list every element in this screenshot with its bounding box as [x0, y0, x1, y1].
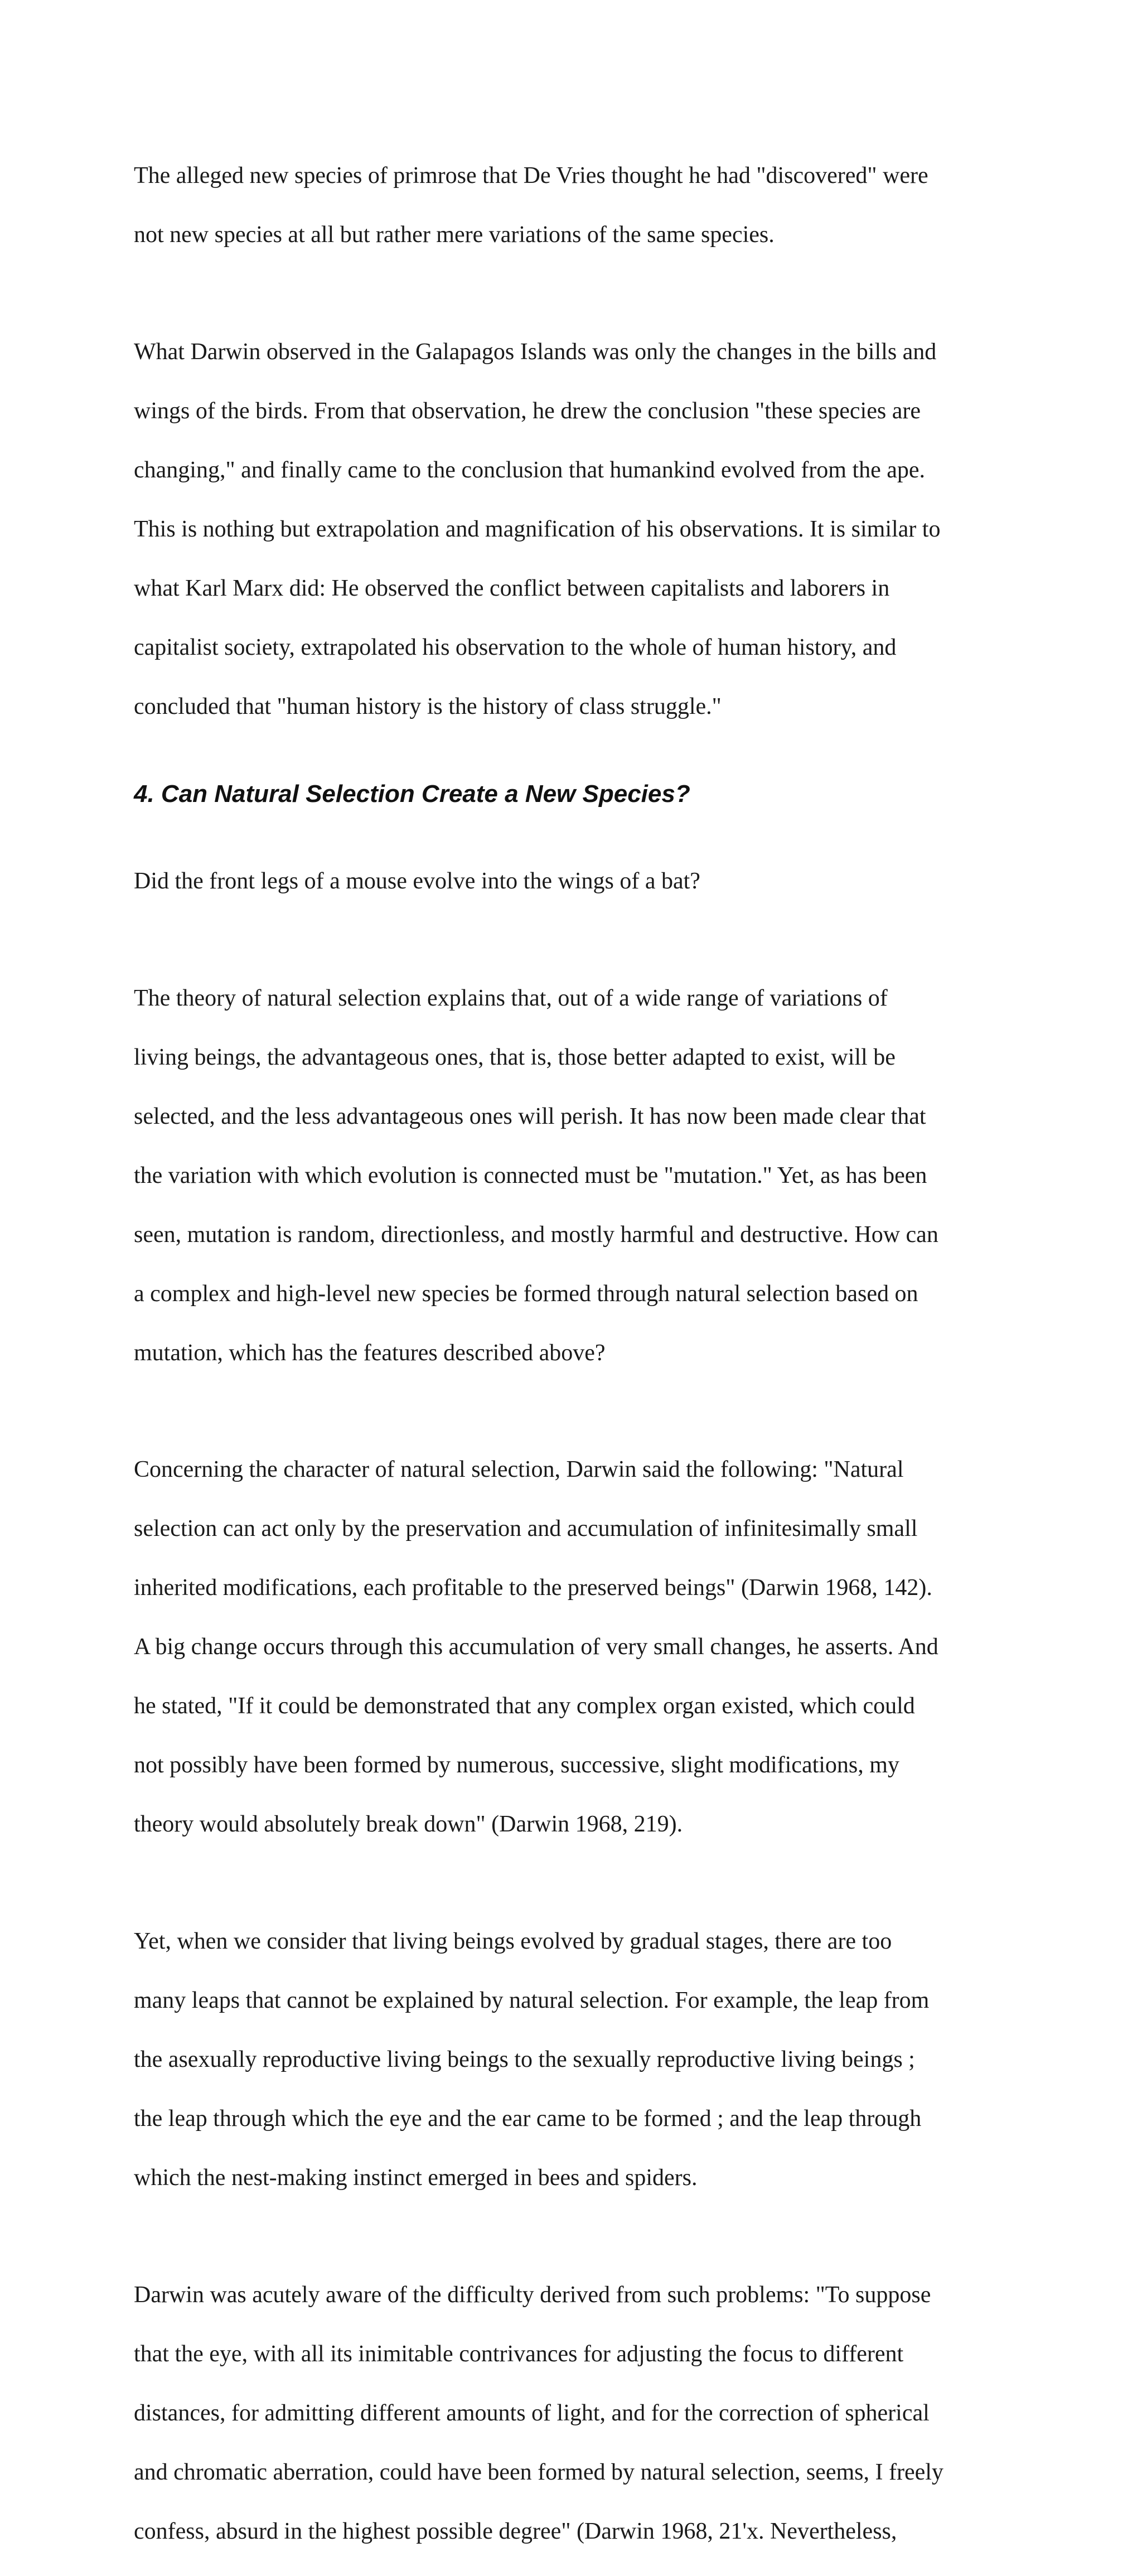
text-line: inherited modifications, each profitable to the preserved beings" (Darwin 1968, 142). [134, 1575, 932, 1601]
paragraph-darwin-eye-quote [134, 2251, 1004, 2576]
text-line: What Darwin observed in the Galapagos Islands was only the changes in the bills and [134, 339, 937, 365]
text-line: This is nothing but extrapolation and magnification of his observations. It is similar to [134, 516, 941, 542]
text-line: concluded that "human history is the history of class struggle." [134, 694, 722, 719]
text-line: Darwin was acutely aware of the difficulty derived from such problems: "To suppose [134, 2282, 931, 2308]
document-page [134, 132, 1004, 2576]
text-line: he stated, "If it could be demonstrated that any complex organ existed, which could [134, 1693, 915, 1719]
text-line: selection can act only by the preservation and accumulation of infinitesimally small [134, 1516, 918, 1541]
text-line: confess, absurd in the highest possible degree" (Darwin 1968, 21'x. Nevertheless, [134, 2519, 897, 2544]
text-line: distances, for admitting different amounts of light, and for the correction of spherical [134, 2400, 930, 2426]
text-line: mutation, which has the features described above? [134, 1340, 606, 1366]
text-line: Did the front legs of a mouse evolve into the wings of a bat? [134, 868, 700, 894]
text-line: not possibly have been formed by numerous, successive, slight modifications, my [134, 1752, 899, 1778]
text-line: and chromatic aberration, could have been formed by natural selection, seems, I freely [134, 2459, 943, 2485]
paragraph-natural-selection-theory [134, 954, 1004, 1398]
text-line: what Karl Marx did: He observed the conflict between capitalists and laborers in [134, 576, 890, 601]
text-line: living beings, the advantageous ones, that is, those better adapted to exist, will be [134, 1045, 896, 1070]
text-line: Concerning the character of natural selection, Darwin said the following: "Natural [134, 1457, 904, 1482]
text-line: Yet, when we consider that living beings evolved by gradual stages, there are too [134, 1929, 892, 1954]
text-line: the leap through which the eye and the ear came to be formed ; and the leap through [134, 2106, 922, 2132]
text-line: that the eye, with all its inimitable contrivances for adjusting the focus to different [134, 2341, 904, 2367]
text-line: selected, and the less advantageous ones will perish. It has now been made clear that [134, 1104, 926, 1129]
section-heading: 4. Can Natural Selection Create a New Species? [134, 780, 690, 808]
paragraph-darwin-quote-selection [134, 1425, 1004, 1869]
text-line: many leaps that cannot be explained by natural selection. For example, the leap from [134, 1988, 930, 2013]
paragraph-primrose-species [134, 132, 1004, 279]
text-line: wings of the birds. From that observation, he drew the conclusion "these species are [134, 398, 921, 424]
text-line: the variation with which evolution is connected must be "mutation." Yet, as has been [134, 1163, 927, 1188]
text-line: the asexually reproductive living beings to the sexually reproductive living beings ; [134, 2047, 915, 2072]
text-line: which the nest-making instinct emerged in bees and spiders. [134, 2165, 698, 2191]
text-line: A big change occurs through this accumulation of very small changes, he asserts. And [134, 1634, 938, 1660]
paragraph-galapagos-observation [134, 308, 1004, 751]
paragraph-evolutionary-leaps [134, 1897, 1004, 2222]
paragraph-mouse-bat-question [134, 837, 1004, 926]
text-line: capitalist society, extrapolated his observation to the whole of human history, and [134, 635, 897, 660]
text-line: seen, mutation is random, directionless, and mostly harmful and destructive. How can [134, 1222, 938, 1248]
text-line: not new species at all but rather mere variations of the same species. [134, 222, 775, 248]
text-line: The theory of natural selection explains that, out of a wide range of variations of [134, 985, 888, 1011]
text-line: The alleged new species of primrose that De Vries thought he had "discovered" were [134, 163, 928, 189]
text-line: a complex and high-level new species be formed through natural selection based on [134, 1281, 918, 1307]
text-line: changing," and finally came to the conclusion that humankind evolved from the ape. [134, 457, 926, 483]
text-line: theory would absolutely break down" (Darwin 1968, 219). [134, 1811, 683, 1837]
